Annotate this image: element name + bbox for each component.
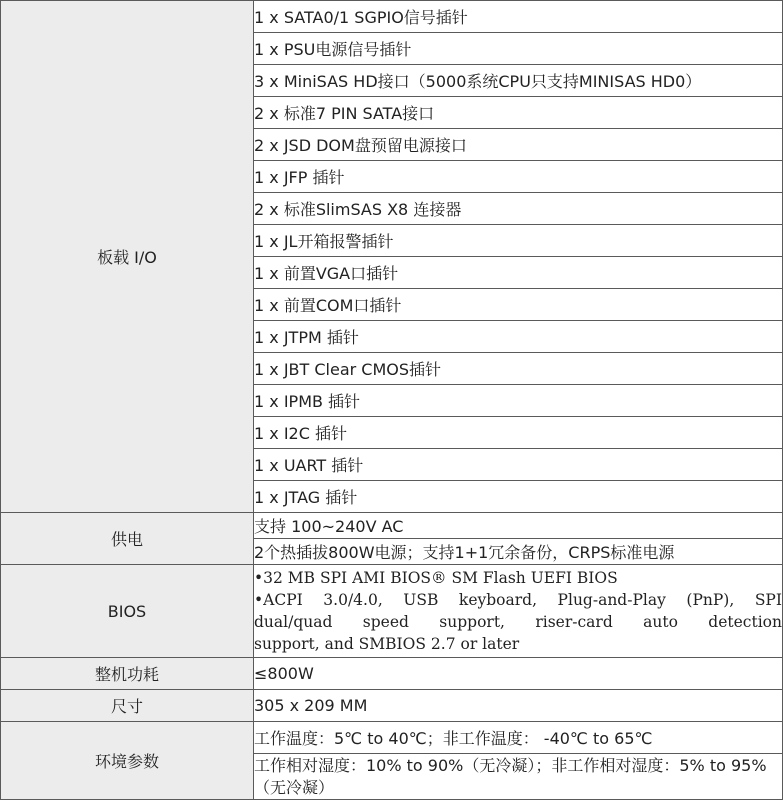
bios-description — [254, 565, 783, 658]
row-label-power: 供电 — [1, 513, 254, 565]
row-label-bios: BIOS — [1, 565, 254, 658]
bios-line: •32 MB SPI AMI BIOS® SM Flash UEFI BIOS — [254, 569, 618, 587]
table-row — [1, 722, 783, 754]
power-consumption-value: ≤800W — [254, 658, 783, 690]
io-item: 2 x 标准SlimSAS X8 连接器 — [254, 193, 783, 225]
io-item: 1 x JTPM 插针 — [254, 321, 783, 353]
io-item: 1 x 前置COM口插针 — [254, 289, 783, 321]
table-row — [1, 658, 783, 690]
io-item: 1 x JBT Clear CMOS插针 — [254, 353, 783, 385]
power-item: 支持 100~240V AC — [254, 513, 783, 539]
io-item: 1 x UART 插针 — [254, 449, 783, 481]
io-item: 1 x JTAG 插针 — [254, 481, 783, 513]
io-item: 1 x IPMB 插针 — [254, 385, 783, 417]
table-row — [1, 1, 783, 33]
row-label-power-consumption: 整机功耗 — [1, 658, 254, 690]
io-item: 2 x 标准7 PIN SATA接口 — [254, 97, 783, 129]
io-item: 1 x SATA0/1 SGPIO信号插针 — [254, 1, 783, 33]
environment-humidity: 工作相对湿度：10% to 90%（无冷凝）；非工作相对湿度：5% to 95%（无冷凝） — [254, 754, 783, 800]
table-row — [1, 565, 783, 658]
size-value: 305 x 209 MM — [254, 690, 783, 722]
table-row — [1, 690, 783, 722]
io-item: 1 x JL开箱报警插针 — [254, 225, 783, 257]
io-item: 1 x I2C 插针 — [254, 417, 783, 449]
bios-line: •ACPI 3.0/4.0, USB keyboard, Plug-and-Play (PnP), SPI — [254, 591, 782, 609]
environment-temperature: 工作温度：5℃ to 40℃；非工作温度： -40℃ to 65℃ — [254, 722, 783, 754]
io-item: 1 x 前置VGA口插针 — [254, 257, 783, 289]
power-item: 2个热插拔800W电源；支持1+1冗余备份，CRPS标准电源 — [254, 539, 783, 565]
io-item: 2 x JSD DOM盘预留电源接口 — [254, 129, 783, 161]
bios-line: dual/quad speed support, riser-card auto detection — [254, 613, 782, 631]
table-row — [1, 513, 783, 539]
io-item: 1 x PSU电源信号插针 — [254, 33, 783, 65]
io-item: 1 x JFP 插针 — [254, 161, 783, 193]
row-label-environment: 环境参数 — [1, 722, 254, 800]
row-label-onboard-io: 板载 I/O — [1, 1, 254, 513]
io-item: 3 x MiniSAS HD接口（5000系统CPU只支持MINISAS HD0） — [254, 65, 783, 97]
row-label-size: 尺寸 — [1, 690, 254, 722]
bios-line: support, and SMBIOS 2.7 or later — [254, 635, 520, 653]
